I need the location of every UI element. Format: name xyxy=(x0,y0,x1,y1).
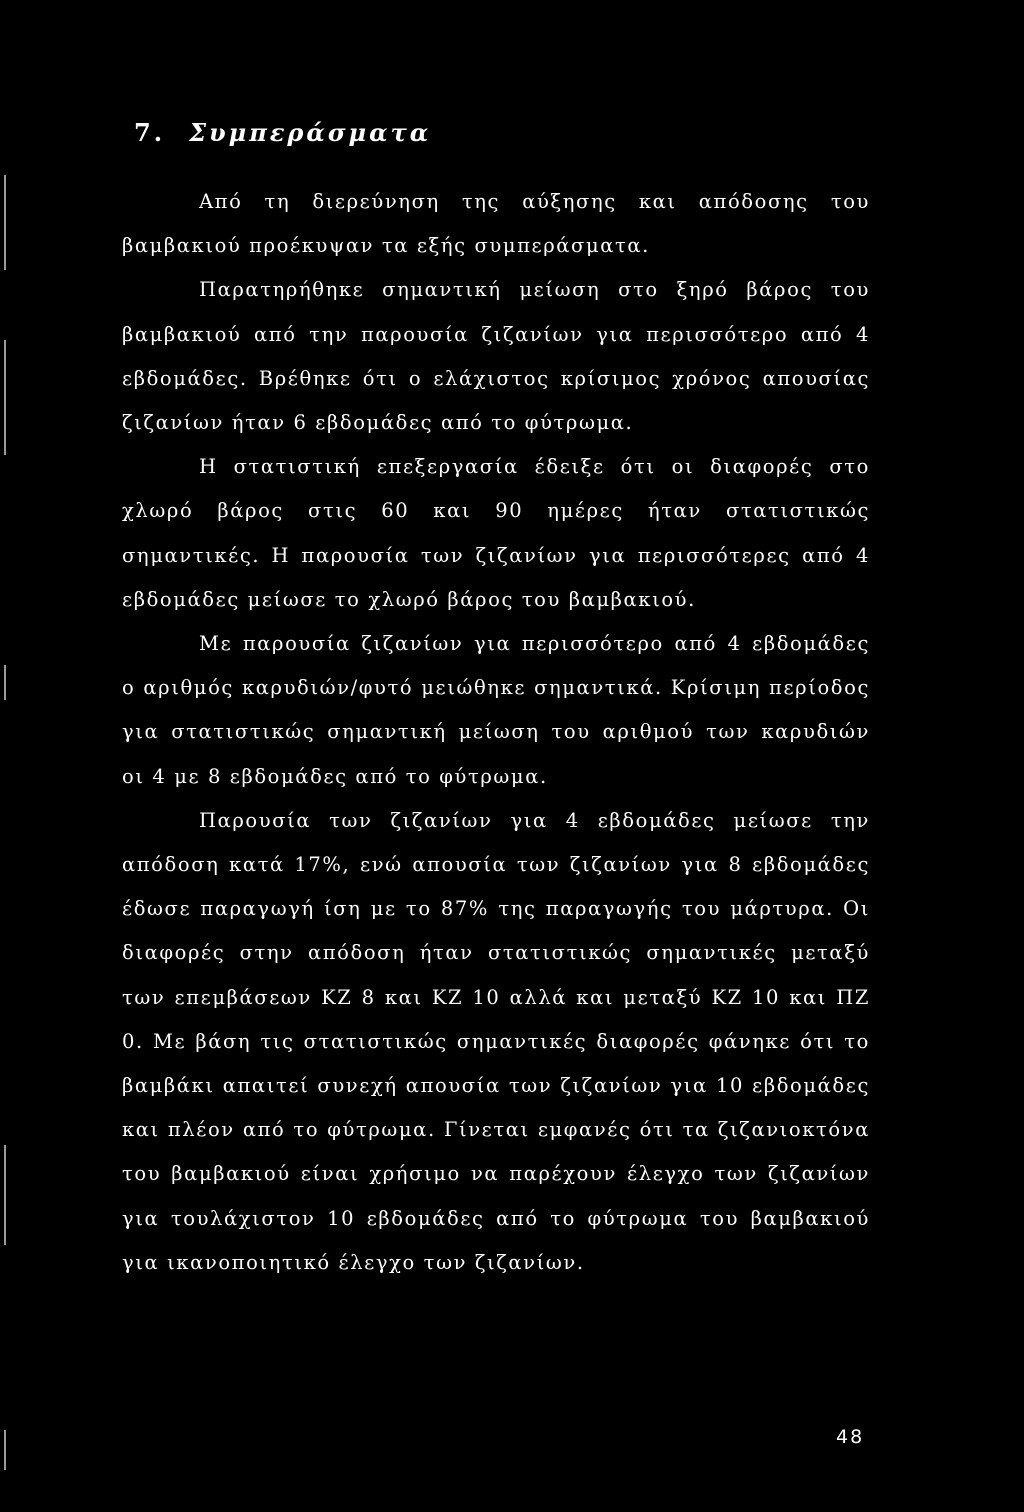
paragraph: Από τη διερεύνηση της αύξησης και απόδοσης του βαμβακιού προέκυψαν τα εξής συμπεράσματα. xyxy=(122,190,870,258)
page-number: 48 xyxy=(836,1426,865,1448)
paragraph: Παρατηρήθηκε σημαντική μείωση στο ξηρό βάρος του βαμβακιού από την παρουσία ζιζανίων για περισσότερο από 4 εβδομάδες. Βρέθηκε ότι ο ελάχιστος κρίσιμος χρόνος απουσίας ζιζανίων ήταν 6 εβδομάδες από το φύτρωμα. xyxy=(122,278,870,435)
paragraph: Η στατιστική επεξεργασία έδειξε ότι οι διαφορές στο χλωρό βάρος στις 60 και 90 ημέρες ήταν στατιστικώς σημαντικές. Η παρουσία των ζιζανίων για περισσότερες από 4 εβδομάδες μείωσε το χλωρό βάρος του βαμβακιού. xyxy=(122,455,870,611)
paragraph: Παρουσία των ζιζανίων για 4 εβδομάδες μείωσε την απόδοση κατά 17%, ενώ απουσία των ζιζανίων για 8 εβδομάδες έδωσε παραγωγή ίση με το 87% της παραγωγής του μάρτυρα. Οι διαφορές στην απόδοση ήταν στατιστικώς σημαντικές μεταξύ των επεμβάσεων ΚΖ 8 και ΚΖ 10 αλλά και μεταξύ ΚΖ 10 και ΠΖ 0. Με βάση τις στατιστικώς σημαντικές διαφορές φάνηκε ότι το βαμβάκι απαιτεί συνεχή απουσία των ζιζανίων για 10 εβδομάδες και πλέον από το φύτρωμα. Γίνεται εμφανές ότι τα ζιζανιοκτόνα του βαμβακιού είναι χρήσιμο να παρέχουν έλεγχο των ζιζανίων για τουλάχιστον 10 εβδομάδες από το φύτρωμα του βαμβακιού για ικανοποιητικό έλεγχο των ζιζανίων. xyxy=(122,808,870,1274)
margin-rule xyxy=(4,175,6,270)
section-title: Συμπεράσματα xyxy=(189,118,432,147)
margin-rule xyxy=(4,1430,6,1470)
margin-rule xyxy=(4,665,6,700)
margin-rule xyxy=(4,340,6,455)
conclusions-body xyxy=(122,180,870,1285)
margin-rule xyxy=(4,1145,6,1245)
section-number: 7. xyxy=(134,118,166,147)
section-heading xyxy=(134,118,431,147)
paragraph: Με παρουσία ζιζανίων για περισσότερο από 4 εβδομάδες ο αριθμός καρυδιών/φυτό μειώθηκε σημαντικά. Κρίσιμη περίοδος για στατιστικώς σημαντική μείωση του αριθμού των καρυδιών οι 4 με 8 εβδομάδες από το φύτρωμα. xyxy=(122,632,870,788)
